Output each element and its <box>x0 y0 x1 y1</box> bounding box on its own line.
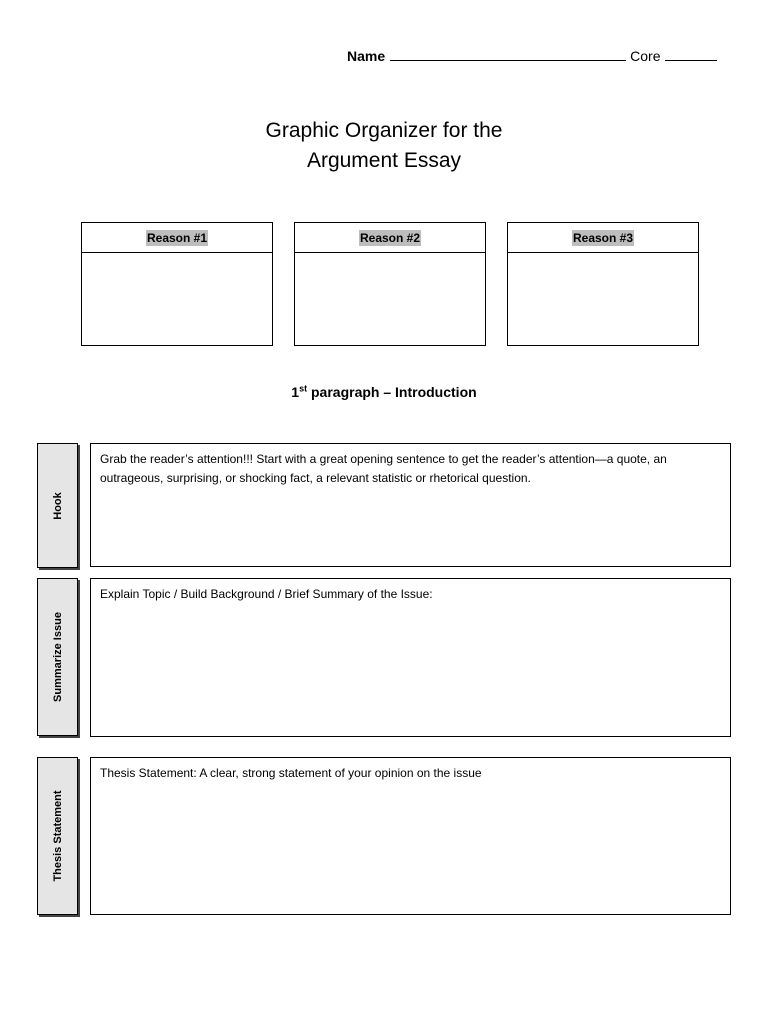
reason-label-1: Reason #1 <box>146 230 208 245</box>
title-line-2: Argument Essay <box>306 149 462 172</box>
name-blank[interactable] <box>390 48 626 61</box>
reason-header-3 <box>508 223 698 253</box>
reason-header-1 <box>82 223 272 253</box>
name-label: Name <box>347 48 386 64</box>
section-number: 1 <box>291 384 300 400</box>
summarize-issue-tab-label: Summarize Issue <box>51 612 64 702</box>
hook-tab-label: Hook <box>51 491 64 520</box>
reason-label-3: Reason #3 <box>572 230 634 245</box>
core-label: Core <box>630 48 661 64</box>
title-line-1: Graphic Organizer for the <box>265 119 503 142</box>
section-heading <box>0 384 768 400</box>
section-ordinal-suffix: st <box>299 383 308 394</box>
hook-tab <box>37 443 78 568</box>
section-text: paragraph – Introduction <box>307 384 477 400</box>
summarize-issue-prompt: Explain Topic / Build Background / Brief Summary of the Issue: <box>100 587 433 601</box>
core-blank[interactable] <box>665 48 717 61</box>
thesis-statement-tab-label: Thesis Statement <box>51 790 64 882</box>
hook-prompt: Grab the reader’s attention!!! Start with a great opening sentence to get the reader’s attention—a quote, an outrageous, surprising, or shocking fact, a relevant statistic or rhetorical question. <box>100 452 667 485</box>
thesis-statement-tab <box>37 757 78 915</box>
thesis-statement-prompt: Thesis Statement: A clear, strong statement of your opinion on the issue <box>100 766 482 780</box>
summarize-issue-box[interactable] <box>90 578 731 737</box>
reason-box-1[interactable] <box>81 222 273 346</box>
name-core-line <box>347 48 717 64</box>
hook-box[interactable] <box>90 443 731 567</box>
page-title <box>0 116 768 176</box>
thesis-statement-box[interactable] <box>90 757 731 915</box>
reason-box-3[interactable] <box>507 222 699 346</box>
reason-label-2: Reason #2 <box>359 230 421 245</box>
reason-box-2[interactable] <box>294 222 486 346</box>
summarize-issue-tab <box>37 578 78 736</box>
reason-header-2 <box>295 223 485 253</box>
